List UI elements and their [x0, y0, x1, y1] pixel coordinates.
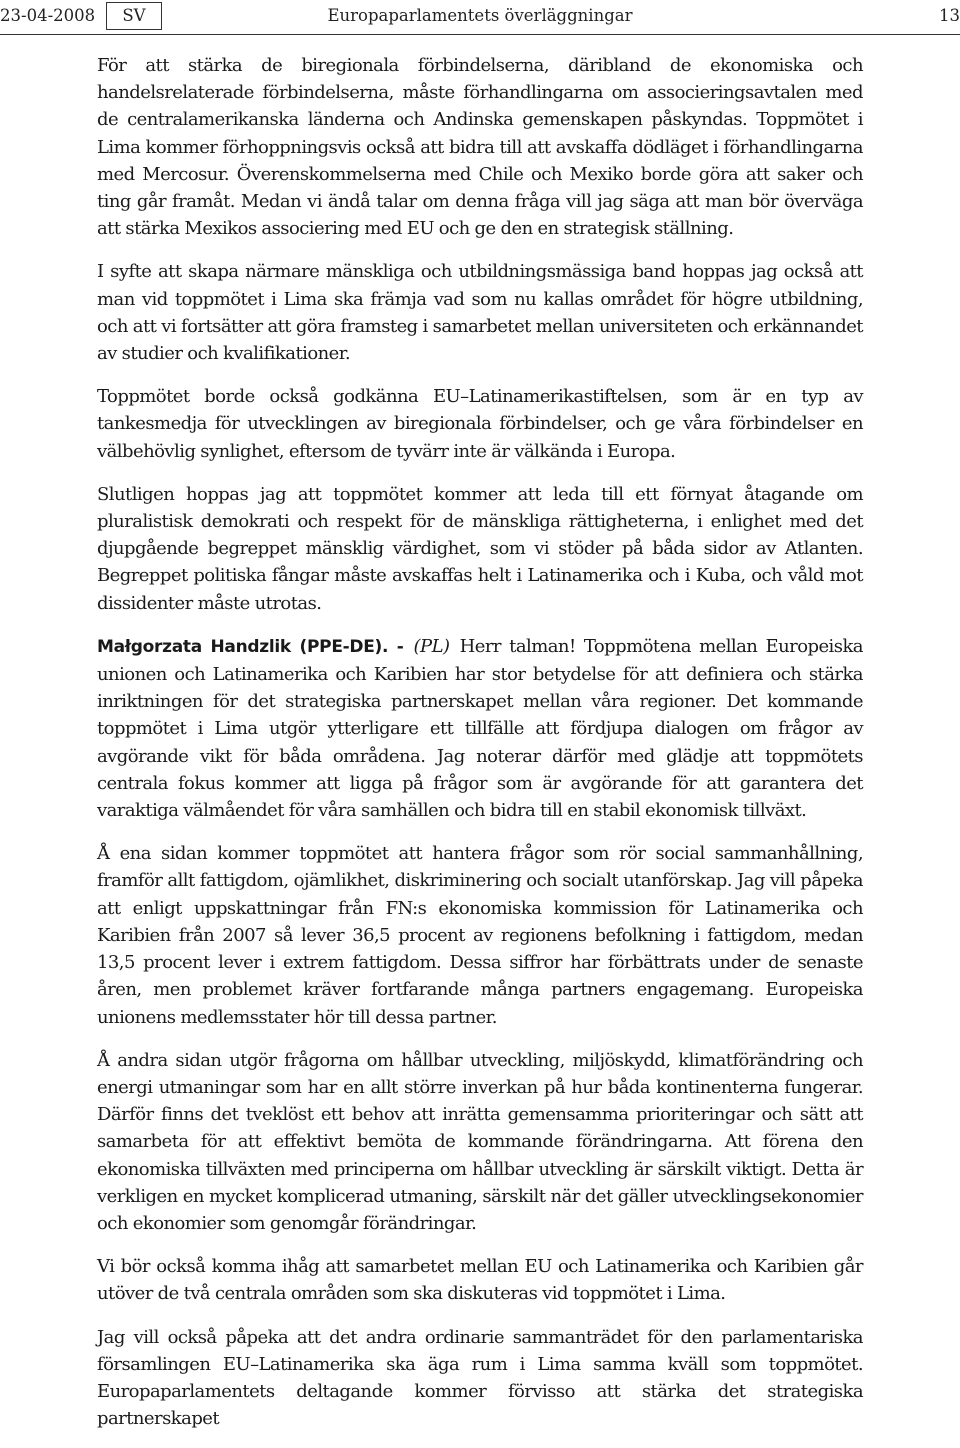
speech-language-tag: (PL)	[413, 635, 450, 657]
speech-opening-paragraph	[97, 633, 863, 824]
speech-opening-text: Herr talman! Toppmötena mellan Europeiska unionen och Latinamerika och Karibien har stor betydelse för att definiera och stärka inriktningen för det strategiska partnerskapet mellan våra regioner. Det kommande toppmötet i Lima utgör ytterligare ett tillfälle att fördjupa dialogen om frågor av avgörande vikt för båda områdena. Jag noterar därför med glädje att toppmötets centrala fokus kommer att ligga på frågor som är avgörande för att garantera det varaktiga välmåendet för våra samhällen och bidra till en stabil ekonomisk tillväxt.	[97, 635, 863, 822]
page-header	[0, 0, 960, 35]
paragraph: Vi bör också komma ihåg att samarbetet mellan EU och Latinamerika och Karibien går utöver de två centrala områden som ska diskuteras vid toppmötet i Lima.	[97, 1256, 863, 1305]
paragraph: Toppmötet borde också godkänna EU–Latinamerikastiftelsen, som är en typ av tankesmedja för utvecklingen av biregionala förbindelser, och ge våra förbindelser en välbehövlig synlighet, eftersom de tyvärr inte är välkända i Europa.	[97, 386, 863, 462]
document-body	[97, 52, 863, 1448]
paragraph: För att stärka de biregionala förbindelserna, däribland de ekonomiska och handelsrelaterade förbindelserna, måste förhandlingarna om associeringsavtalen med de centralamerikanska länderna och Andinska gemenskapen påskyndas. Toppmötet i Lima kommer förhoppningsvis också att bidra till att avskaffa dödläget i förhandlingarna med Mercosur. Överenskommelserna med Chile och Mexiko borde göra att saker och ting går framåt. Medan vi ändå talar om denna fråga vill jag säga att man bör överväga att stärka Mexikos associering med EU och ge den en strategisk ställning.	[97, 55, 863, 240]
paragraph: Å ena sidan kommer toppmötet att hantera frågor som rör social sammanhållning, framför allt fattigdom, ojämlikhet, diskriminering och socialt utanförskap. Jag vill påpeka att enligt uppskattningar från FN:s ekonomiska kommission för Latinamerika och Karibien från 2007 så lever 36,5 procent av regionens befolkning i fattigdom, medan 13,5 procent lever i extrem fattigdom. Dessa siffror har förbättrats under de senaste åren, men problemet kräver fortfarande många partners engagemang. Europeiska unionens medlemsstater hör till dessa partner.	[97, 843, 863, 1028]
paragraph: I syfte att skapa närmare mänskliga och utbildningsmässiga band hoppas jag också att man vid toppmötet i Lima ska främja vad som nu kallas området för högre utbildning, och att vi fortsätter att göra framsteg i samarbetet mellan universiteten och erkännandet av studier och kvalifikationer.	[97, 261, 863, 365]
paragraph: Slutligen hoppas jag att toppmötet kommer att leda till ett förnyat åtagande om pluralistisk demokrati och respekt för de mänskliga rättigheterna, i enlighet med det djupgående begreppet mänsklig värdighet, som vi stöder på båda sidor av Atlanten. Begreppet politiska fångar måste avskaffas helt i Latinamerika och i Kuba, och våld mot dissidenter måste utrotas.	[97, 483, 863, 614]
header-title: Europaparlamentets överläggningar	[327, 6, 633, 25]
header-date: 23-04-2008	[0, 6, 96, 25]
paragraph: Jag vill också påpeka att det andra ordinarie sammanträdet för den parlamentariska församlingen EU–Latinamerika ska äga rum i Lima samma kväll som toppmötet. Europaparlamentets deltagande kommer förvisso att stärka det strategiska partnerskapet	[97, 1326, 863, 1430]
speaker-name: Małgorzata Handzlik (PPE-DE). -	[97, 636, 404, 657]
page-number: 13	[939, 6, 960, 25]
language-code-box: SV	[106, 2, 162, 30]
paragraph: Å andra sidan utgör frågorna om hållbar utveckling, miljöskydd, klimatförändring och energi utmaningar som har en allt större inverkan på hur båda kontinenterna fungerar. Därför finns det tveklöst ett behov att inrätta gemensamma prioriteringar och sätt att samarbeta för att effektivt bemöta de kommande förändringarna. Att förena den ekonomiska tillväxten med principerna om hållbar utveckling är särskilt viktigt. Detta är verkligen en mycket komplicerad utmaning, särskilt när det gäller utvecklingsekonomier och ekonomier som genomgår förändringar.	[97, 1049, 863, 1234]
